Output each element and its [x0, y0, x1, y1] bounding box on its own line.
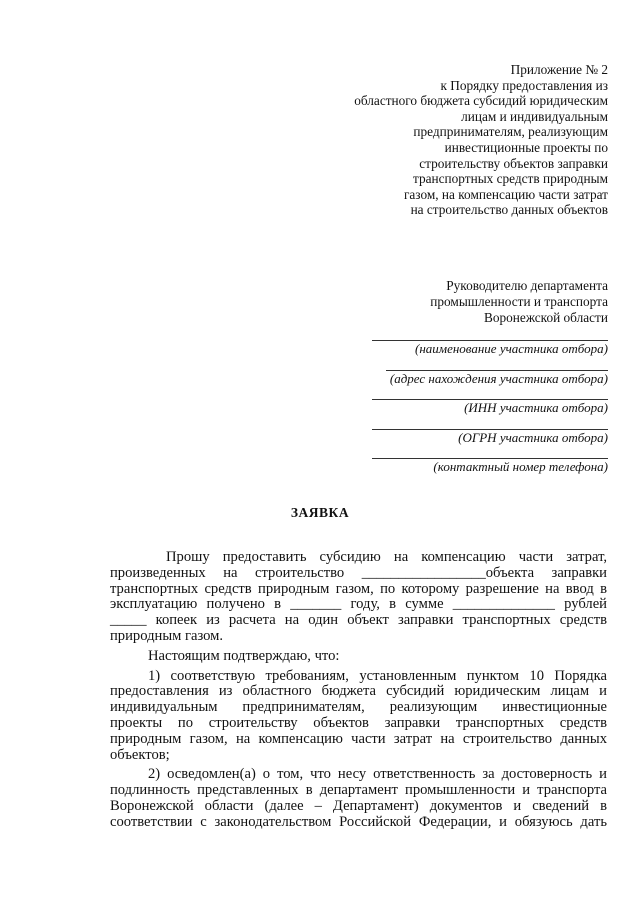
text-line: Настоящим подтверждаю, что: [148, 647, 340, 664]
text-line: соответствии с законодательством Российской Федерации, и обязуюсь дать [110, 813, 607, 830]
appendix-line: транспортных средств природным [413, 171, 608, 187]
appendix-line: строительству объектов заправки [419, 155, 608, 171]
appendix-line: к Порядку предоставления из [440, 77, 608, 93]
request-paragraph [110, 550, 607, 645]
participant-inn-field[interactable] [372, 399, 608, 429]
appendix-line: Приложение № 2 [510, 62, 608, 77]
confirmation-intro [110, 649, 607, 665]
item-1-paragraph [110, 669, 607, 764]
participant-ogrn-field[interactable] [372, 429, 608, 459]
text-line: природным газом. [110, 627, 224, 644]
addressee-line: промышленности и транспорта [430, 294, 608, 309]
item-2-paragraph [110, 767, 607, 830]
field-caption: (ИНН участника отбора) [464, 400, 608, 416]
field-caption: (ОГРН участника отбора) [458, 429, 608, 445]
text-line: индивидуальным предпринимателям, реализующим инвестиционные [110, 699, 607, 716]
text-line: Прошу предоставить субсидию на компенсацию части затрат, [166, 549, 607, 565]
participant-name-field[interactable] [372, 340, 608, 370]
addressee-block [308, 278, 608, 326]
contact-phone-field[interactable] [372, 458, 608, 488]
field-caption: (наименование участника отбора) [415, 341, 608, 356]
participant-address-field[interactable] [372, 370, 608, 400]
text-line: эксплуатацию получено в _______ году, в сумме ______________ рублей [110, 596, 607, 613]
text-line: природным газом, на компенсацию части затрат на строительство данных [110, 730, 607, 747]
addressee-line: Воронежской области [483, 310, 608, 325]
text-line: Воронежской области (далее – Департамент) документов и сведений в [110, 797, 607, 814]
appendix-line: предпринимателям, реализующим [413, 124, 608, 140]
appendix-line: газом, на компенсацию части затрат [403, 186, 608, 202]
document-title: ЗАЯВКА [290, 505, 350, 520]
text-line: объектов; [110, 746, 170, 763]
text-line: произведенных на строительство _________________объекта заправки [110, 564, 607, 581]
appendix-line: лицам и индивидуальным [461, 108, 608, 124]
text-line: 1) соответствую требованиям, установленным пунктом 10 Порядка [148, 667, 607, 684]
field-caption: (контактный номер телефона) [433, 459, 608, 475]
appendix-line: инвестиционные проекты по [444, 139, 608, 155]
appendix-line: областного бюджета субсидий юридическим [354, 93, 608, 109]
text-line: транспортных средств природным газом, по которому разрешение на ввод в [110, 580, 607, 597]
text-line: 2) осведомлен(а) о том, что несу ответственность за достоверность и [148, 766, 607, 783]
text-line: подлинность представленных в департамент промышленности и транспорта [110, 782, 607, 799]
appendix-line: на строительство данных объектов [410, 202, 608, 218]
appendix-header [308, 62, 608, 218]
application-body [110, 550, 607, 831]
applicant-fields [372, 340, 608, 488]
text-line: проекты по строительству объектов заправки транспортных средств [110, 714, 607, 731]
text-line: предоставления из областного бюджета субсидий юридическим лицам и [110, 683, 607, 700]
addressee-line: Руководителю департамента [446, 278, 608, 293]
field-caption: (адрес нахождения участника отбора) [389, 370, 608, 386]
text-line: _____ копеек из расчета на один объект заправки транспортных средств [110, 612, 607, 629]
